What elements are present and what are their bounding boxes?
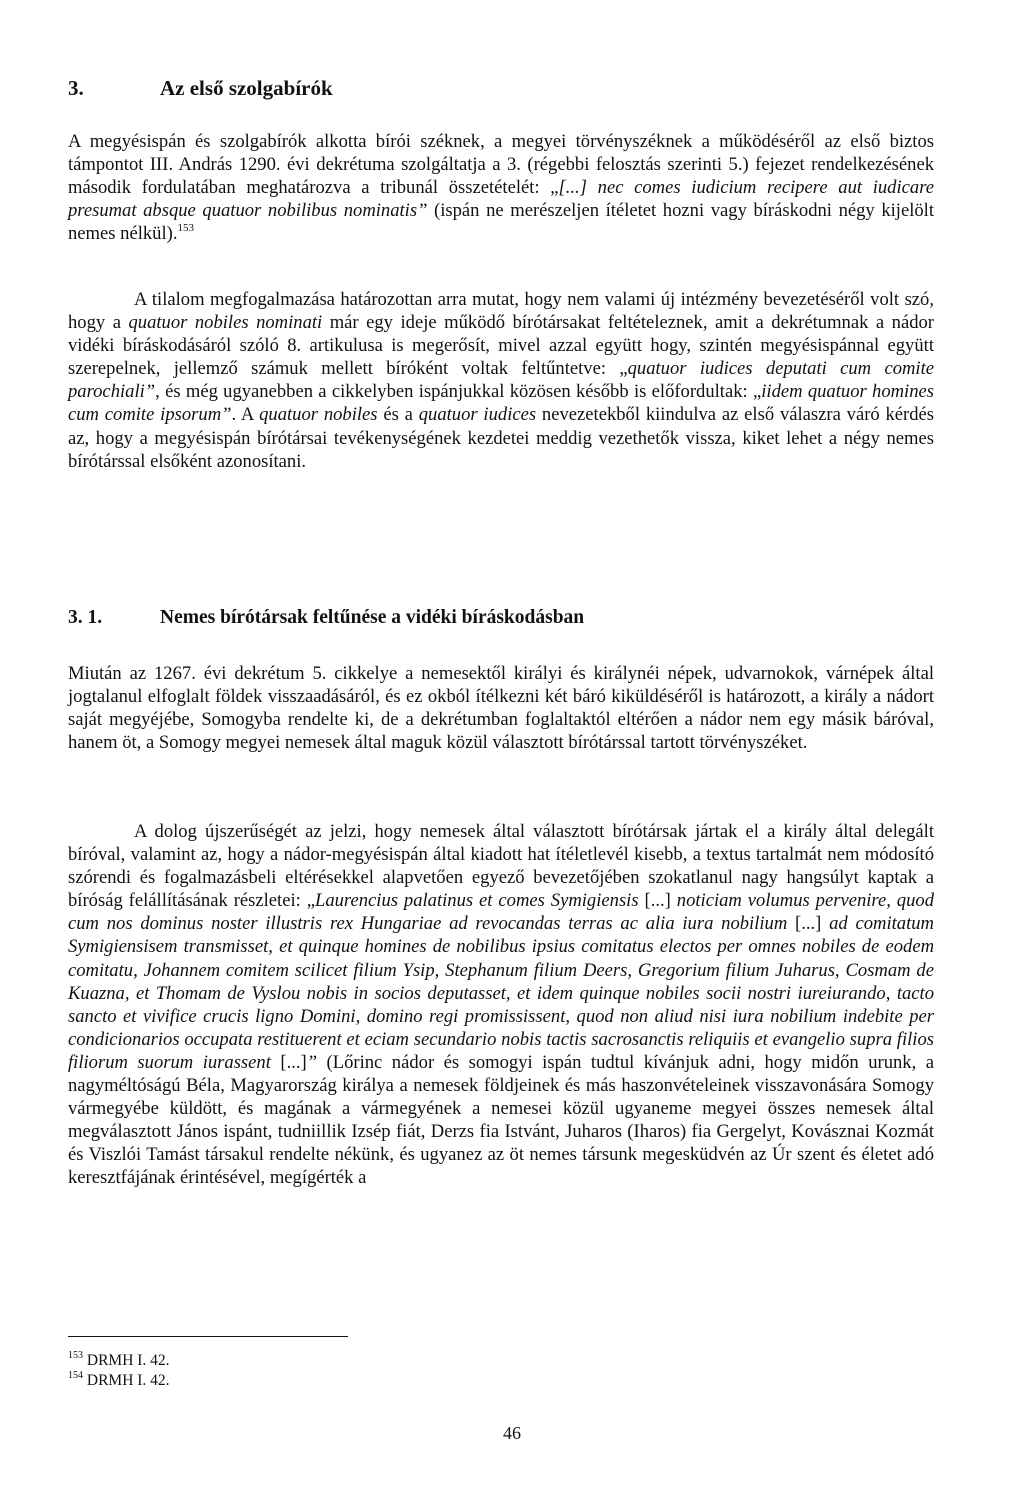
paragraph-text: nevezetekből kiindulva az első válaszra váró kérdés az, hogy a megyésispán bírótársai tevékenységének kezdetei meddig vezethetők vissza, kiket lehet a négy nemes bírótárssal elsőként azonosítani. (68, 404, 935, 472)
footnote-text: DRMH I. 42. (83, 1352, 170, 1369)
paragraph (68, 130, 934, 245)
footnote-ref[interactable]: 153 (177, 222, 194, 235)
latin-quote: iidem quatuor homines cum comite ipsorum” (68, 381, 934, 426)
latin-quote: ” (306, 1051, 318, 1073)
latin-quote: Laurencius palatinus et comes Symigiensis (315, 890, 639, 912)
paragraph-text: A megyésispán és szolgabírók alkotta bírói széknek, a megyei törvényszéknek a működéséről az első biztos támpontot III. András 1290. évi dekrétuma szolgáltatja a 3. (régebbi felosztás szerinti 5.) fejezet rendelkezésének második fordulatában meghatározva a tribunál összetételét: „ (68, 131, 934, 199)
paragraph-text: . A (231, 404, 260, 426)
footnote-divider (68, 1336, 348, 1337)
latin-quote: quatuor iudices deputati cum comite parochiali” (68, 358, 935, 403)
latin-term: quatuor nobiles (259, 404, 378, 426)
paragraph-text: (ispán ne merészeljen ítéletet hozni vagy bíráskodni négy kijelölt nemes nélkül). (68, 200, 934, 245)
paragraph: Miután az 1267. évi dekrétum 5. cikkelye a nemesektől királyi és királynéi népek, udvarnokok, várnépek által jogtalanul elfoglalt földek visszaadásáról, és ez okból ítélkezni két báró kiküldéséről is határozott, a király a nádort saját megyéjébe, Somogyba rendelte ki, de a dekrétumban foglaltaktól eltérően a nádor nem egy másik báróval, hanem öt, a Somogy megyei nemesek által maguk közül választott bírótárssal tartott törvényszéket. (68, 663, 934, 754)
footnote (68, 1371, 170, 1391)
subsection-number: 3. 1. (68, 607, 103, 628)
section-title: Az első szolgabírók (160, 76, 333, 100)
paragraph-text: A dolog újszerűségét az jelzi, hogy nemesek által választott bírótársak jártak el a király által delegált bíróval, valamint az, hogy a nádor-megyésispán által kiadott hat ítéletlevél kisebb, a textus tartalmát nem módosító szórendi és fogalmazásbeli eltérésekkel alapvetően egyező bevezetőjében szokatlanul nagy hangsúlyt kaptak a bíróság felállításának részletei: „ (68, 821, 934, 912)
paragraph-text: és a (377, 404, 419, 426)
latin-quote: noticiam volumus pervenire, quod cum nos dominus noster illustris rex Hungariae ad revocandas terras ac alia iura nobilium (68, 890, 934, 935)
paragraph-text: [...] (270, 1051, 307, 1073)
footnote (68, 1351, 170, 1371)
subsection-heading (68, 607, 584, 629)
paragraph-text: [...] (787, 913, 830, 935)
page-number: 46 (503, 1423, 521, 1443)
section-number: 3. (68, 76, 84, 100)
paragraph (68, 820, 934, 1190)
latin-term: quatuor iudices (418, 404, 537, 426)
paragraph-text: már egy ideje működő bírótársakat feltételeznek, amit a dekrétumnak a nádor vidéki bíráskodásáról szóló 8. artikulusa is megerősít, mivel azzal együtt hogy, szintén megyésispánnal együtt szerepelnek, jellemző számuk mellett bíróként voltak feltűntetve: „ (68, 312, 934, 380)
subsection-title: Nemes bírótársak feltűnése a vidéki bíráskodásban (160, 607, 585, 628)
latin-quote: ad comitatum Symigiensisem transmisset, et quinque homines de nobilibus ipsius comitatus electos per omnes nobiles de eodem comitatu, Johannem comitem scilicet filium Ysip, Stephanum filium Deers, Gregorium filium Juharus, Cosmam de Kuazna, et Thomam de Vyslou nobis in socios deputasset, et idem quinque nobiles socii nostri iureiurando, tacto sancto et vivifice crucis ligno Domini, domino regi promississent, quod non aliud nisi iura nobilium indebite per condicionarios occupata restituerent et eciam secundario nobis tactis sacrosanctis reliquiis et evangelio supra filios filiorum suorum iurassent (68, 913, 934, 1073)
paragraph-text: [...] (638, 890, 677, 912)
footnote-number: 153 (68, 1349, 83, 1361)
paragraph (68, 288, 934, 473)
paragraph-text: (Lőrinc nádor és somogyi ispán tudtul kívánjuk adni, hogy midőn urunk, a nagyméltóságú Béla, Magyarország királya a nemesek földjeinek és más haszonvételeinek visszavonására Somogy vármegyébe küldött, és magának a vármegyének a nemesei közül ugyaneme megyei összes nemesek által megválasztott János ispánt, tudniillik Izsép fiát, Derzs fia Istvánt, Juharos (Iharos) fia Gergelyt, Kovásznai Kozmát és Viszlói Tamást társakul rendelte nékünk, és ugyanez az öt nemes társunk megesküdvén az Úr szent és életet adó keresztfájának érintésével, megígérték a (68, 1051, 934, 1189)
paragraph-text: , és még ugyanebben a cikkelyben ispánjukkal közösen később is előfordultak: „ (155, 381, 762, 403)
paragraph-text: A tilalom megfogalmazása határozottan arra mutat, hogy nem valami új intézmény bevezetéséről volt szó, hogy a (68, 289, 934, 334)
section-heading (68, 76, 333, 101)
footnote-text: DRMH I. 42. (83, 1372, 170, 1389)
footnote-number: 154 (68, 1369, 83, 1381)
latin-quote: [...] nec comes iudicium recipere aut iudicare presumat absque quatuor nobilibus nominatis” (68, 177, 934, 222)
latin-term: quatuor nobiles nominati (128, 312, 323, 334)
